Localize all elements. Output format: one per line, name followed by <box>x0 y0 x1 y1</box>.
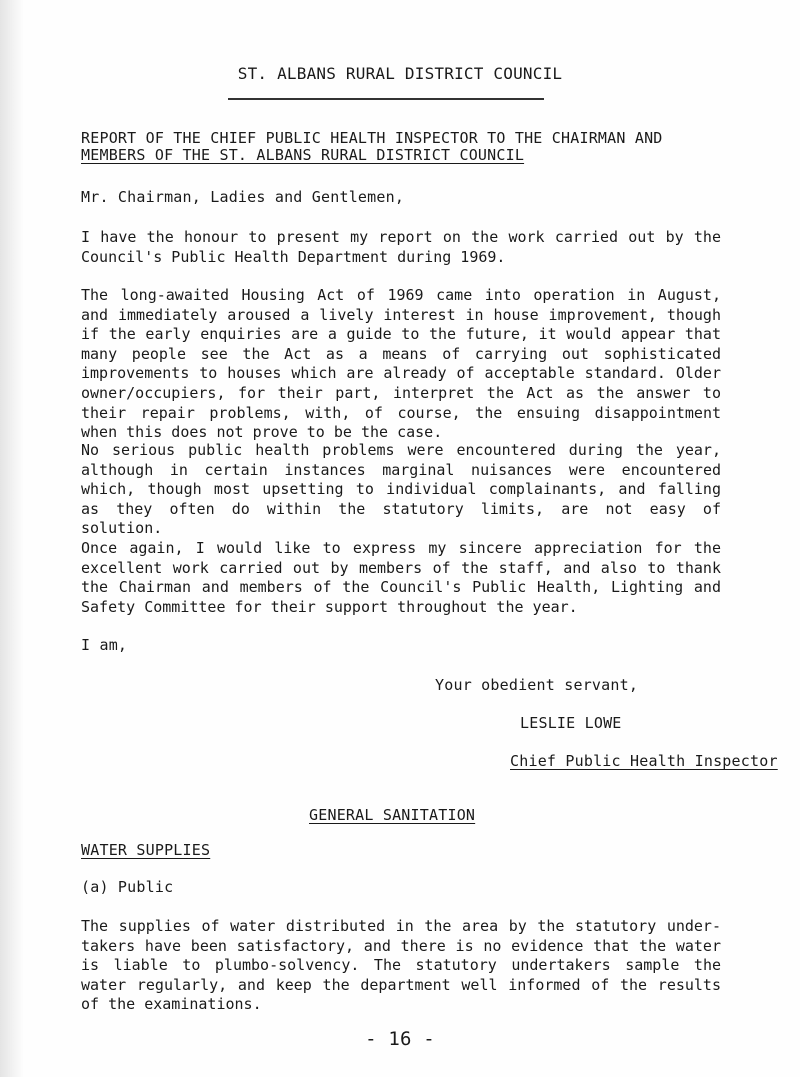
page-edge-shadow <box>0 0 24 1077</box>
signatory-name: LESLIE LOWE <box>520 714 622 732</box>
report-title-line-2: MEMBERS OF THE ST. ALBANS RURAL DISTRICT COUNCIL <box>81 146 525 164</box>
council-heading: ST. ALBANS RURAL DISTRICT COUNCIL <box>237 64 563 83</box>
report-title-line-1: REPORT OF THE CHIEF PUBLIC HEALTH INSPECTOR TO THE CHAIRMAN AND <box>81 129 663 147</box>
subsection-heading: WATER SUPPLIES <box>81 841 211 859</box>
paragraph-2: The long-awaited Housing Act of 1969 came into operation in August, and immediately aroused a lively interest in house improvement, though if the early enquiries are a guide to the future, it would appear that many people see the Act as a means of carrying out sophisticated improvements to houses which are already of acceptable standard. Older owner/occupiers, for their part, interpret the Act as the answer to their repair problems, with, of course, the ensuing disappointment when this does not prove to be the case. <box>81 286 721 442</box>
signatory-title: Chief Public Health Inspector <box>510 752 778 770</box>
heading-rule <box>228 98 544 100</box>
paragraph-3: No serious public health problems were encountered during the year, although in certain instances marginal nuisances were encountered which, though most upsetting to individual complainants, and falling as they often do within the statutory limits, are not easy of solution. <box>81 441 721 538</box>
item-label: (a) Public <box>81 878 174 896</box>
page-number: - 16 - <box>365 1028 435 1050</box>
closing-line: I am, <box>81 636 128 654</box>
water-supplies-paragraph: The supplies of water distributed in the area by the statutory under-takers have been satisfactory, and there is no evidence that the water is liable to plumbo-solvency. The statutory undertakers sample the water regularly, and keep the department well informed of the results of the examinations. <box>81 917 721 1014</box>
paragraph-1: I have the honour to present my report on the work carried out by the Council's Public Health Department during 1969. <box>81 228 721 266</box>
salutation: Mr. Chairman, Ladies and Gentlemen, <box>81 188 405 206</box>
paragraph-4: Once again, I would like to express my sincere appreciation for the excellent work carried out by members of the staff, and also to thank the Chairman and members of the Council's Public Health, Lighting and Safety Committee for their support throughout the year. <box>81 539 721 616</box>
section-heading: GENERAL SANITATION <box>309 806 476 824</box>
valediction: Your obedient servant, <box>435 676 639 694</box>
